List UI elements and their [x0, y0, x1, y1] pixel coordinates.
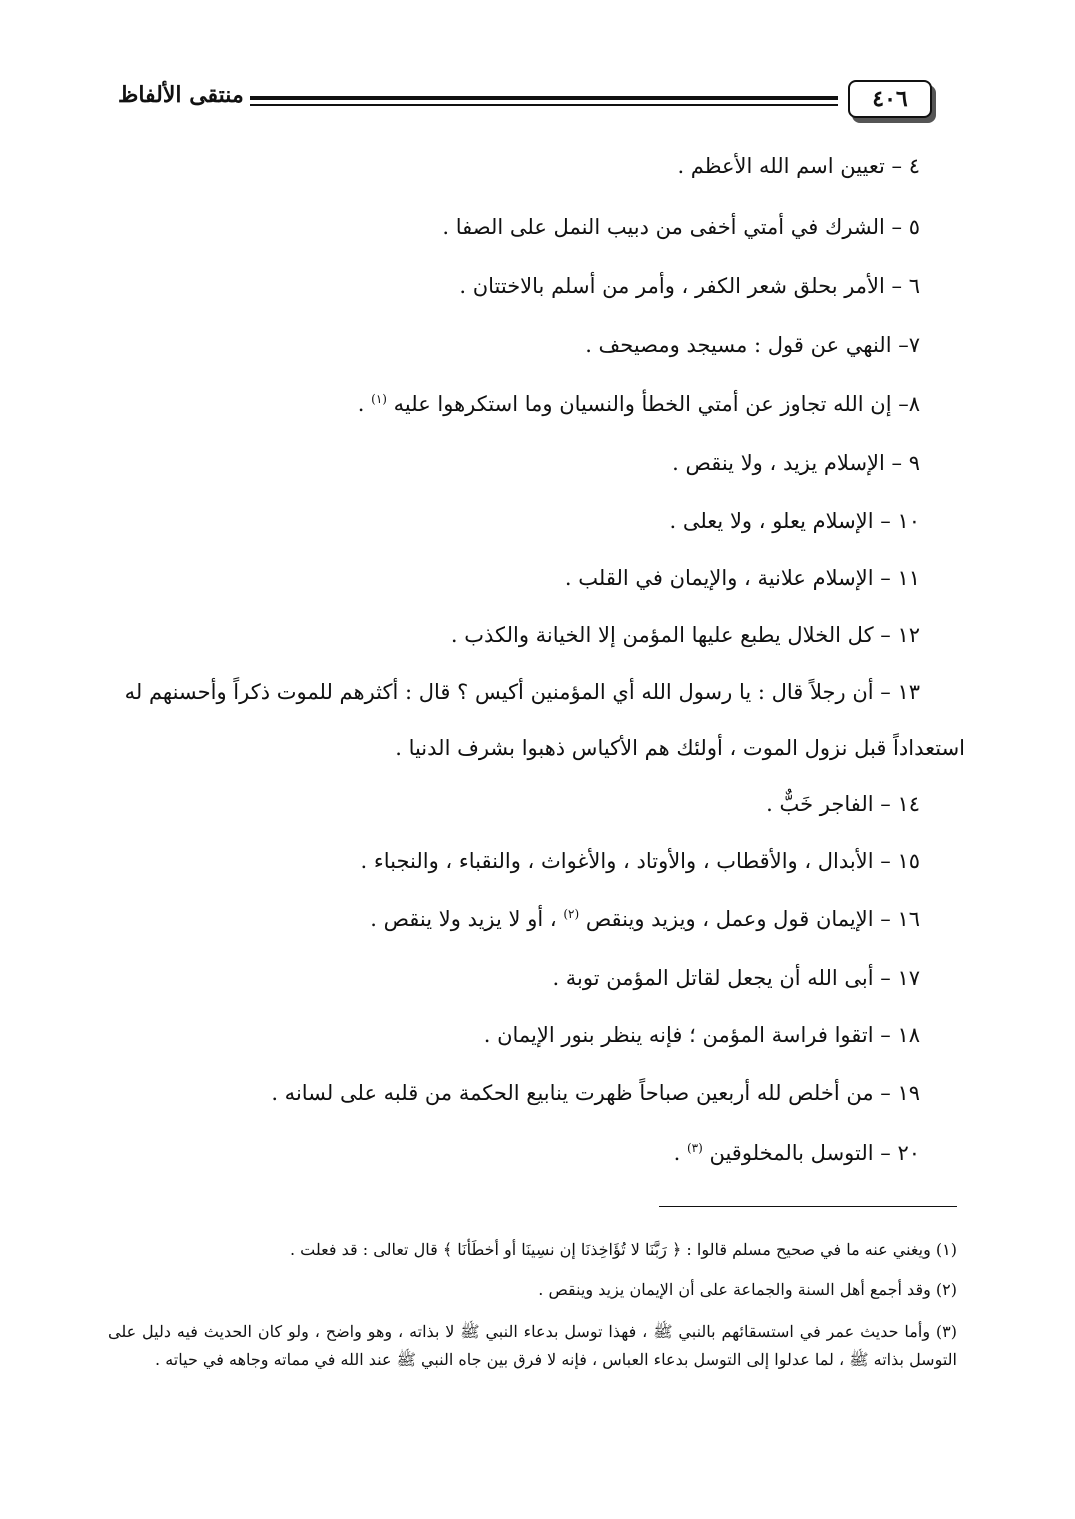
list-item: ٦ – الأمر بحلق شعر الكفر ، وأمر من أسلم بالاختتان .	[459, 274, 920, 298]
footnote-2: (٢) وقد أجمع أهل السنة والجماعة على أن الإيمان يزيد وينقص .	[538, 1280, 957, 1299]
footnote-1: (١) ويغني عنه ما في صحيح مسلم قالوا : ﴿ رَبَّنَا لا تُؤَاخِذنَا إن نسِينَا أو أخطَأنَا ﴾ قال تعالى : قد فعلت .	[290, 1240, 957, 1259]
list-item: ١٥ – الأبدال ، والأقطاب ، والأوتاد ، والأغواث ، والنقباء ، والنجباء .	[360, 849, 920, 873]
footnote-separator	[659, 1206, 957, 1207]
list-item	[674, 1138, 920, 1168]
list-item-continuation: استعداداً قبل نزول الموت ، أولئك هم الأكياس ذهبوا بشرف الدنيا .	[395, 736, 965, 760]
list-item: ١٧ – أبى الله أن يجعل لقاتل المؤمن توبة .	[552, 966, 920, 990]
item-period: .	[673, 1141, 681, 1165]
list-item: ٤ – تعيين اسم الله الأعظم .	[677, 154, 920, 178]
page-header	[110, 78, 950, 126]
item-text: ٨– إن الله تجاوز عن أمتي الخطأ والنسيان وما استكرهوا عليه	[393, 392, 920, 416]
item-text-tail: ، أو لا يزيد ولا ينقص .	[370, 907, 557, 931]
list-item: ٥ – الشرك في أمتي أخفى من دبيب النمل على الصفا .	[442, 215, 920, 239]
list-item: ١١ – الإسلام علانية ، والإيمان في القلب .	[564, 566, 920, 590]
item-text: ٢٠ – التوسل بالمخلوقين	[709, 1141, 920, 1165]
list-item: ١٩ – من أخلص لله أربعين صباحاً ظهرت ينابيع الحكمة من قلبه على لسانه .	[271, 1081, 920, 1105]
list-item: ١٢ – كل الخلال يطبع عليها المؤمن إلا الخيانة والكذب .	[450, 623, 920, 647]
footnote-ref-1[interactable]: (١)	[371, 392, 387, 406]
list-item: ١٠ – الإسلام يعلو ، ولا يعلى .	[669, 509, 920, 533]
list-item: ١٣ – أن رجلاً قال : يا رسول الله أي المؤمنين أكيس ؟ قال : أكثرهم للموت ذكراً وأحسنهم له	[124, 680, 920, 704]
footnote-ref-3[interactable]: (٣)	[686, 1141, 703, 1155]
list-item	[370, 904, 920, 934]
list-item: ١٨ – اتقوا فراسة المؤمن ؛ فإنه ينظر بنور الإيمان .	[483, 1023, 920, 1047]
list-item: ٩ – الإسلام يزيد ، ولا ينقص .	[672, 451, 920, 475]
page-number: ٤٠٦	[848, 80, 932, 118]
header-rule	[250, 96, 838, 106]
running-title: منتقى الألفاظ	[118, 82, 244, 108]
list-item: ٧– النهي عن قول : مسيجد ومصيحف .	[585, 333, 920, 357]
footnote-ref-2[interactable]: (٢)	[563, 907, 580, 921]
item-period: .	[357, 392, 365, 416]
list-item: ١٤ – الفاجر خَبٌّ .	[766, 792, 920, 816]
item-text: ١٦ – الإيمان قول وعمل ، ويزيد وينقص	[585, 907, 920, 931]
footnote-3: (٣) وأما حديث عمر في استسقائهم بالنبي ﷺ ، فهذا توسل بدعاء النبي ﷺ لا بذاته ، وهو واضح ، ولو كان الحديث فيه دليل على التوسل بذاته ﷺ ، لما عدلوا إلى التوسل بدعاء العباس ، فإنه لا فرق بين جاه النبي ﷺ عند الله في مماته وجاهه في حياته .	[108, 1322, 958, 1369]
list-item	[358, 389, 920, 419]
